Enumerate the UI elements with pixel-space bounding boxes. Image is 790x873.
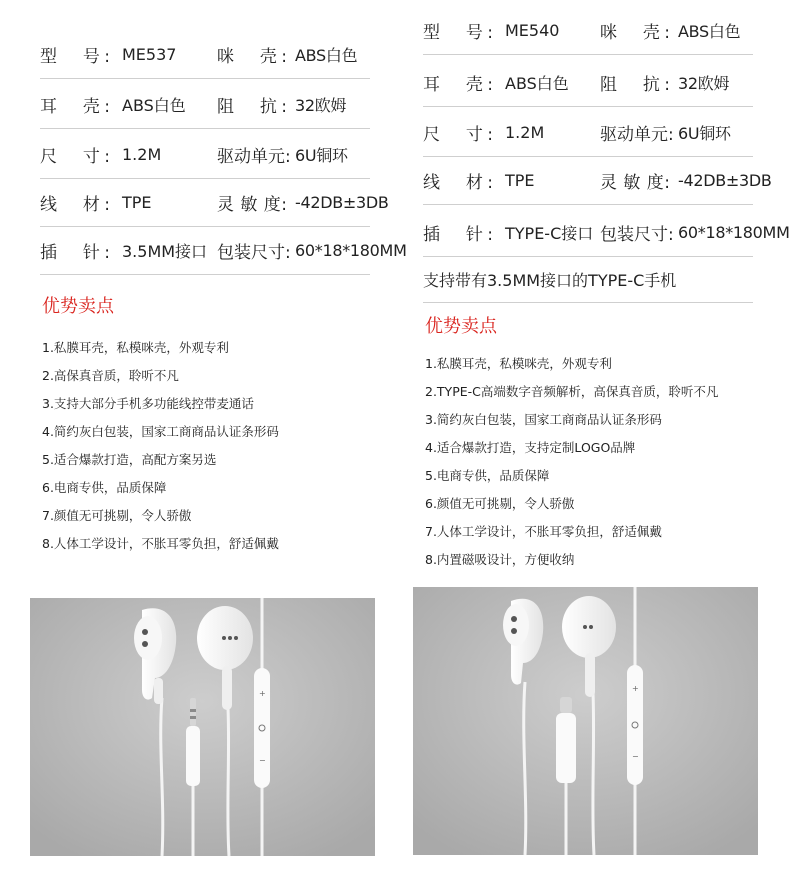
spec-row	[423, 6, 753, 55]
spec-label: 尺 寸:	[40, 146, 110, 167]
list-item: 2.TYPE-C高端数字音频解析，高保真音质，聆听不凡	[425, 384, 719, 399]
spec-row	[423, 108, 753, 157]
list-item: 3.简约灰白包装，国家工商商品认证条形码	[425, 412, 662, 427]
spec-value: ABS白色	[678, 21, 741, 41]
spec-label: 咪 壳:	[217, 46, 287, 67]
compatibility-note: 支持带有3.5MM接口的TYPE-C手机	[423, 256, 753, 303]
list-item: 6.电商专供，品质保障	[42, 480, 167, 495]
spec-row	[40, 130, 370, 179]
spec-row	[423, 208, 790, 257]
svg-text:+: +	[259, 689, 266, 698]
advantages-list	[425, 350, 718, 574]
spec-value: ABS白色	[505, 73, 569, 93]
list-item: 1.私膜耳壳，私模咪壳，外观专利	[42, 340, 229, 355]
spec-value: 1.2M	[122, 144, 162, 164]
spec-label: 耳 壳:	[40, 96, 110, 117]
advantages-title: 优势卖点	[425, 316, 497, 337]
spec-label: 插 针:	[40, 242, 110, 263]
svg-text:+: +	[632, 684, 639, 693]
spec-value: ABS白色	[122, 95, 186, 115]
list-item: 8.人体工学设计，不胀耳零负担，舒适佩戴	[42, 536, 279, 551]
spec-label: 耳 壳:	[423, 74, 493, 95]
earphone-3-5mm-photo	[30, 598, 375, 856]
spec-value: 60*18*180MM	[295, 240, 407, 260]
spec-row	[40, 80, 370, 129]
spec-label: 型 号:	[40, 46, 110, 67]
list-item: 4.简约灰白包装，国家工商商品认证条形码	[42, 424, 279, 439]
spec-value: TPE	[505, 170, 535, 190]
spec-label: 包装尺寸:	[217, 242, 291, 263]
spec-value: 60*18*180MM	[678, 222, 790, 242]
spec-row	[423, 156, 772, 205]
earphone-type-c-photo	[413, 587, 758, 855]
spec-label: 灵 敏 度:	[217, 194, 287, 215]
spec-value: 1.2M	[505, 122, 545, 142]
list-item: 1.私膜耳壳，私模咪壳，外观专利	[425, 356, 612, 371]
spec-label: 型 号:	[423, 22, 493, 43]
spec-value: ME537	[122, 44, 177, 64]
spec-value: 6U铜环	[295, 145, 348, 165]
spec-label: 线 材:	[423, 172, 493, 193]
spec-label: 尺 寸:	[423, 124, 493, 145]
spec-label: 插 针:	[423, 224, 493, 245]
spec-label: 灵 敏 度:	[600, 172, 670, 193]
spec-row	[40, 30, 370, 79]
spec-label: 驱动单元:	[600, 124, 674, 145]
spec-label: 阻 抗:	[600, 74, 670, 95]
list-item: 7.颜值无可挑剔，令人骄傲	[42, 508, 192, 523]
list-item: 5.电商专供，品质保障	[425, 468, 550, 483]
spec-row	[40, 178, 389, 227]
spec-value: ABS白色	[295, 45, 358, 65]
list-item: 6.颜值无可挑剔，令人骄傲	[425, 496, 575, 511]
spec-label: 线 材:	[40, 194, 110, 215]
list-item: 4.适合爆款打造，支持定制LOGO品牌	[425, 440, 636, 455]
spec-label: 驱动单元:	[217, 146, 291, 167]
list-item: 3.支持大部分手机多功能线控带麦通话	[42, 396, 254, 411]
svg-text:−: −	[259, 756, 266, 765]
list-item: 2.高保真音质，聆听不凡	[42, 368, 179, 383]
spec-value: ME540	[505, 20, 560, 40]
spec-value: -42DB±3DB	[295, 192, 389, 212]
earphone-type-c-illustration	[413, 587, 758, 855]
spec-value: TYPE-C接口	[505, 223, 594, 243]
list-item: 7.人体工学设计，不胀耳零负担，舒适佩戴	[425, 524, 662, 539]
spec-label: 阻 抗:	[217, 96, 287, 117]
spec-value: -42DB±3DB	[678, 170, 772, 190]
spec-value: TPE	[122, 192, 152, 212]
spec-value: 6U铜环	[678, 123, 731, 143]
advantages-title: 优势卖点	[42, 296, 114, 317]
spec-value: 32欧姆	[678, 73, 730, 93]
svg-text:−: −	[632, 752, 639, 761]
list-item: 5.适合爆款打造，高配方案另选	[42, 452, 217, 467]
spec-label: 咪 壳:	[600, 22, 670, 43]
spec-label: 包装尺寸:	[600, 224, 674, 245]
earphone-3-5mm-illustration	[30, 598, 375, 856]
list-item: 8.内置磁吸设计，方便收纳	[425, 552, 575, 567]
advantages-list	[42, 334, 279, 558]
spec-value: 3.5MM接口	[122, 241, 208, 261]
spec-row	[423, 58, 753, 107]
spec-row	[40, 226, 407, 275]
spec-value: 32欧姆	[295, 95, 347, 115]
